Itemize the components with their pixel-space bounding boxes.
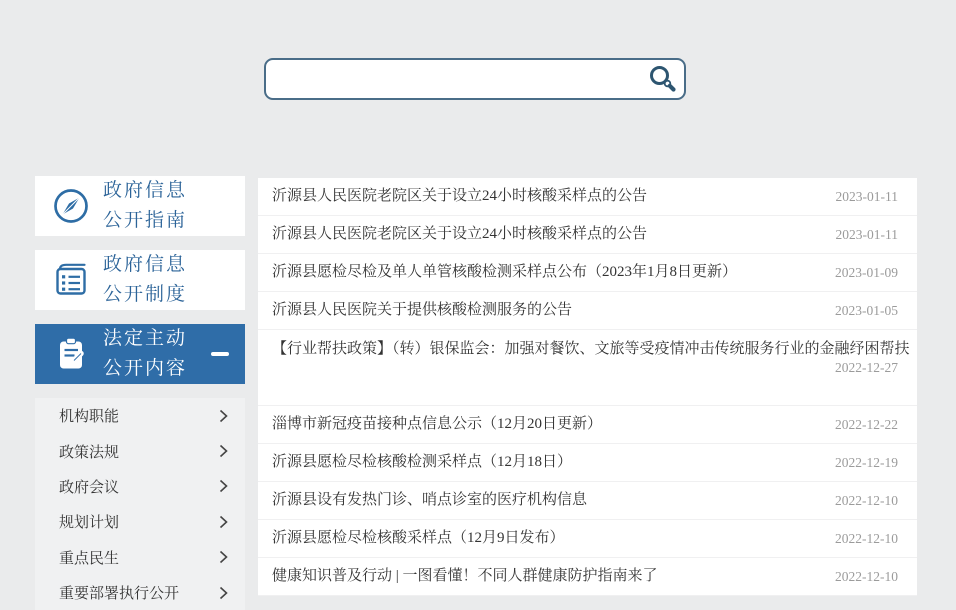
news-date: 2022-12-10 (835, 530, 898, 546)
news-date: 2023-01-05 (835, 302, 898, 318)
chevron-right-icon (219, 586, 228, 600)
submenu-item-org-functions[interactable] (35, 398, 245, 433)
sidebar-item-label: 政府信息 (103, 180, 188, 201)
news-item[interactable] (258, 330, 917, 406)
chevron-right-icon (219, 444, 228, 458)
news-title: 沂源县人民医院老院区关于设立24小时核酸采样点的公告 (272, 226, 648, 242)
sidebar (35, 176, 245, 610)
news-title: 沂源县设有发热门诊、哨点诊室的医疗机构信息 (272, 492, 588, 508)
news-date: 2022-12-10 (835, 492, 898, 508)
news-title: 沂源县愿检尽检及单人单管核酸检测采样点公布（2023年1月8日更新） (272, 264, 738, 280)
news-date: 2022-12-10 (835, 568, 898, 584)
submenu-item-livelihood[interactable] (35, 540, 245, 575)
search-button[interactable] (640, 60, 684, 98)
news-title: 健康知识普及行动 | 一图看懂！不同人群健康防护指南来了 (272, 568, 658, 584)
submenu-item-label: 机构职能 (59, 408, 120, 426)
sidebar-item-label: 公开指南 (103, 210, 188, 231)
sidebar-item-guide[interactable] (35, 176, 245, 236)
sidebar-item-label: 法定主动 (103, 328, 188, 349)
news-date: 2022-12-27 (835, 359, 898, 375)
sidebar-item-label: 公开制度 (103, 284, 188, 305)
chevron-right-icon (219, 409, 228, 423)
news-item[interactable] (258, 520, 917, 558)
search-bar[interactable] (264, 58, 686, 100)
search-input[interactable] (266, 60, 640, 98)
news-item[interactable] (258, 406, 917, 444)
submenu-item-policies[interactable] (35, 433, 245, 468)
sidebar-item-statutory-content[interactable] (35, 324, 245, 384)
news-date: 2023-01-11 (835, 226, 898, 242)
news-title: 【行业帮扶政策】（转）银保监会：加强对餐饮、文旅等受疫情冲击传统服务行业的金融纾困帮扶 (272, 341, 910, 357)
news-date: 2023-01-09 (835, 264, 898, 280)
chevron-right-icon (219, 479, 228, 493)
news-title: 淄博市新冠疫苗接种点信息公示（12月20日更新） (272, 416, 603, 432)
news-title: 沂源县人民医院老院区关于设立24小时核酸采样点的公告 (272, 188, 648, 204)
sidebar-item-label: 政府信息 (103, 254, 188, 275)
minus-icon[interactable] (211, 352, 229, 356)
chevron-right-icon (219, 515, 228, 529)
submenu-item-gov-meetings[interactable] (35, 469, 245, 504)
news-title: 沂源县愿检尽检核酸检测采样点（12月18日） (272, 454, 573, 470)
submenu-item-planning[interactable] (35, 504, 245, 539)
compass-icon (51, 186, 91, 226)
submenu-item-label: 重点民生 (59, 549, 120, 567)
news-item[interactable] (258, 178, 917, 216)
sidebar-item-system[interactable] (35, 250, 245, 310)
submenu-item-label: 政策法规 (59, 443, 120, 461)
news-item[interactable] (258, 482, 917, 520)
sidebar-item-label: 公开内容 (103, 358, 188, 379)
news-date: 2022-12-19 (835, 454, 898, 470)
news-item[interactable] (258, 292, 917, 330)
search-icon (647, 64, 677, 94)
submenu-item-label: 政府会议 (59, 478, 120, 496)
ledger-icon (51, 260, 91, 300)
clipboard-pencil-icon (51, 334, 91, 374)
news-item[interactable] (258, 216, 917, 254)
submenu (35, 398, 245, 610)
news-list (258, 178, 917, 596)
news-title: 沂源县愿检尽检核酸采样点（12月9日发布） (272, 530, 565, 546)
submenu-item-label: 规划计划 (59, 514, 120, 532)
news-item[interactable] (258, 444, 917, 482)
submenu-item-label: 重要部署执行公开 (59, 585, 180, 603)
news-date: 2023-01-11 (835, 188, 898, 204)
news-title: 沂源县人民医院关于提供核酸检测服务的公告 (272, 302, 573, 318)
news-item[interactable] (258, 558, 917, 596)
chevron-right-icon (219, 550, 228, 564)
news-date: 2022-12-22 (835, 416, 898, 432)
submenu-item-deployment[interactable] (35, 575, 245, 610)
news-item[interactable] (258, 254, 917, 292)
